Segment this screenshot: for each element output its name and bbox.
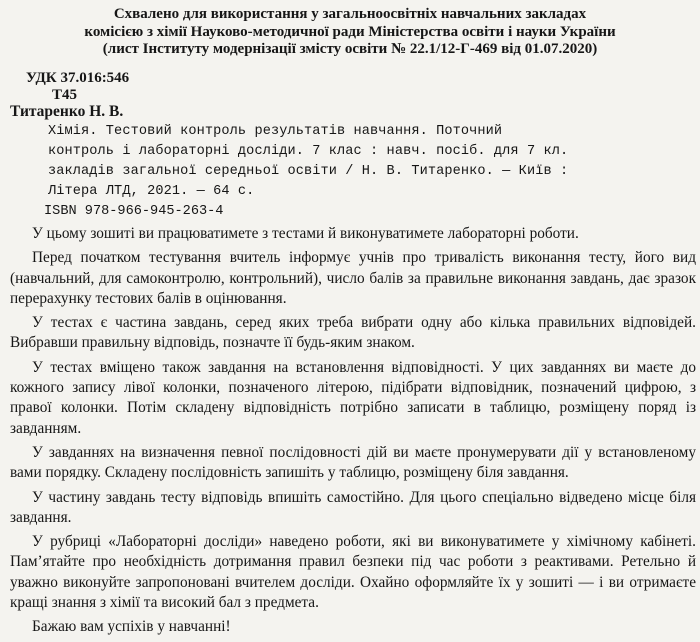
author-mark: Т45: [52, 87, 78, 103]
paragraph: У частину завдань тесту відповідь впишіть самостійно. Для цього спеціально відведено місце біля завдання.: [10, 488, 696, 526]
paragraph: У завданнях на визначення певної послідовності дій ви маєте пронумерувати дії у встановленому вами порядку. Складену послідовність запишіть у таблицю, розміщену біля завдання.: [10, 443, 696, 482]
udk-code: УДК 37.016:546: [26, 70, 130, 86]
paragraph: Перед початком тестування вчитель інформує учнів про тривалість виконання тесту, його вид (навчальний, для самоконтролю, контрольний), число балів за правильне виконання завдань, дає зразок перерахунку тестових балів в оцінювання.: [10, 249, 696, 307]
approval-notice: [0, 6, 700, 59]
isbn: ISBN 978-966-945-263-4: [44, 204, 224, 219]
introduction-text: [10, 224, 696, 642]
biblio-line: контроль і лабораторні досліди. 7 клас : навч. посіб. для 7 кл.: [48, 144, 569, 159]
approval-line: комісією з хімії Науково-методичної ради Міністерства освіти і науки України: [84, 23, 616, 40]
paragraph: У тестах вміщено також завдання на встановлення відповідності. У цих завданнях ви маєте до кожного запису лівої колонки, позначеного літерою, підібрати відповідник, позначений цифрою, з правої колонки. Потім складену відповідність потрібно записати в таблицю, розміщену поряд із завданням.: [10, 358, 696, 437]
bibliographic-description: [48, 122, 690, 202]
biblio-line: закладів загальної середньої освіти / Н. В. Титаренко. — Київ :: [48, 164, 569, 179]
biblio-line: Літера ЛТД, 2021. — 64 с.: [48, 184, 255, 199]
paragraph: У рубриці «Лабораторні досліди» наведено роботи, які ви виконуватимете у хімічному кабінеті. Пам’ятайте про необхідність дотримання правил безпеки під час роботи з реактивами. Ретельно й уважно виконуйте запропоновані вчителем досліди. Охайно оформляйте їх у зошиті — і ви отримаєте кращі знання з хімії та високий бал з предмета.: [10, 533, 696, 612]
paragraph: У цьому зошиті ви працюватимете з тестами й виконуватимете лабораторні роботи.: [32, 225, 579, 242]
closing-wish: Бажаю вам успіхів у навчанні!: [32, 618, 231, 636]
biblio-line: Хімія. Тестовий контроль результатів навчання. Поточний: [48, 124, 503, 139]
paragraph: У тестах є частина завдань, серед яких треба вибрати одну або кілька правильних відповідей. Вибравши правильну відповідь, позначте її будь-яким знаком.: [10, 314, 696, 352]
catalog-codes: [26, 70, 129, 104]
author-name: Титаренко Н. В.: [10, 103, 124, 120]
approval-line: (лист Інституту модернізації змісту освіти № 22.1/12-Г-469 від 01.07.2020): [102, 41, 598, 57]
approval-line: Схвалено для використання у загальноосвітніх навчальних закладах: [113, 6, 587, 22]
